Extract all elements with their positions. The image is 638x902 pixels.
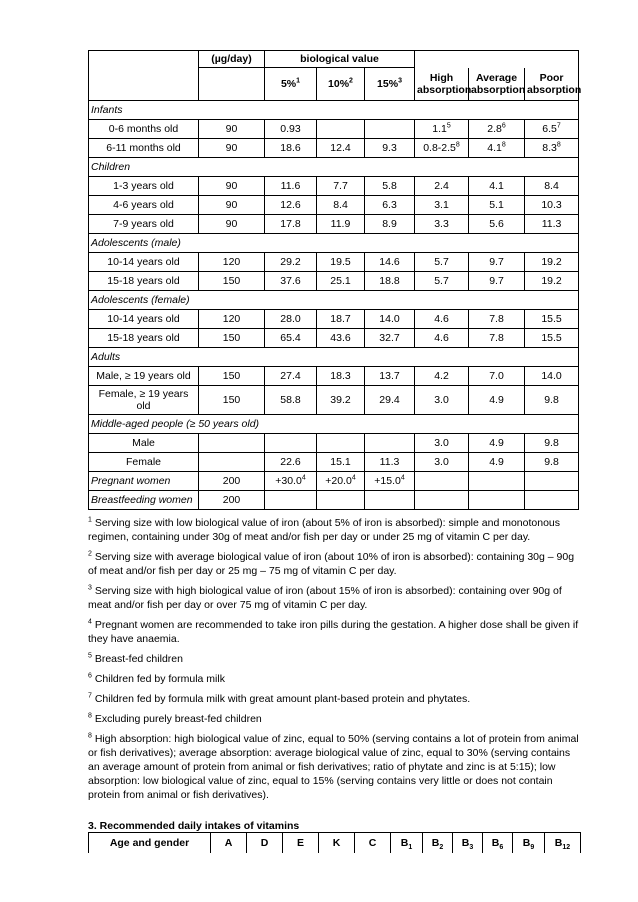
cell-daily-intake: 150 — [199, 272, 265, 291]
cell-high-absorption — [415, 386, 469, 415]
footnote-text: Serving size with low biological value of iron (about 5% of iron is absorbed): simple and monotonous regimen, containing under 30g of meat and/or fish per day or under 25 mg of vitamin C per day. — [88, 517, 560, 543]
cell-value: 8.3 — [542, 142, 557, 154]
row-label: 1-3 years old — [89, 177, 199, 196]
cell-daily-intake: 90 — [199, 139, 265, 158]
table-row — [89, 215, 579, 234]
cell-average-absorption — [469, 177, 525, 196]
cell-biological-value: 5.8 — [365, 177, 415, 196]
cell-footnote-mark: 4 — [301, 474, 306, 482]
vitamin-letter: B — [554, 837, 563, 849]
section-label: Adolescents (male) — [89, 234, 579, 253]
cell-average-absorption — [469, 310, 525, 329]
footnote-text: Children fed by formula milk — [94, 673, 225, 685]
cell-value: +30.0 — [275, 475, 302, 487]
cell-biological-value — [265, 472, 317, 491]
cell-poor-absorption — [525, 253, 579, 272]
header-blank-right — [415, 51, 579, 68]
cell-value: +15.0 — [374, 475, 401, 487]
cell-daily-intake: 150 — [199, 367, 265, 386]
cell-high-absorption — [415, 177, 469, 196]
cell-biological-value: 0.93 — [265, 120, 317, 139]
cell-footnote-mark: 7 — [556, 122, 561, 130]
iron-zinc-intake-table — [88, 50, 582, 510]
cell-value: 4.6 — [434, 313, 449, 325]
table-row — [89, 453, 579, 472]
cell-value: 6.5 — [542, 123, 557, 135]
footnote — [88, 732, 580, 802]
vitamin-letter: B — [522, 837, 531, 849]
cell-value: 5.7 — [434, 256, 449, 268]
vitamin-header-cell — [545, 833, 581, 854]
table-row — [89, 491, 579, 510]
cell-biological-value: 17.8 — [265, 215, 317, 234]
cell-biological-value: 37.6 — [265, 272, 317, 291]
cell-biological-value: 43.6 — [317, 329, 365, 348]
cell-footnote-mark: 4 — [400, 474, 405, 482]
vitamin-letter: B — [461, 837, 470, 849]
cell-footnote-mark: 8 — [455, 141, 460, 149]
cell-value: 9.7 — [489, 256, 504, 268]
footnote-mark: 5 — [88, 652, 92, 660]
cell-poor-absorption — [525, 491, 579, 510]
cell-value: 9.8 — [544, 394, 559, 406]
vitamin-header-cell — [211, 833, 247, 854]
cell-biological-value: 18.8 — [365, 272, 415, 291]
cell-biological-value: 14.0 — [365, 310, 415, 329]
vitamin-header-cell — [453, 833, 483, 854]
cell-value: 4.1 — [487, 142, 502, 154]
vitamin-header-age-gender: Age and gender — [89, 833, 211, 854]
cell-value: 3.0 — [434, 394, 449, 406]
cell-high-absorption — [415, 139, 469, 158]
vitamin-subscript: 2 — [439, 844, 444, 852]
cell-biological-value: 65.4 — [265, 329, 317, 348]
cell-biological-value: 29.4 — [365, 386, 415, 415]
cell-average-absorption — [469, 491, 525, 510]
cell-poor-absorption — [525, 386, 579, 415]
cell-average-absorption — [469, 253, 525, 272]
footnote — [88, 618, 580, 646]
cell-biological-value — [365, 472, 415, 491]
vitamin-intake-table — [88, 832, 581, 853]
cell-biological-value: 58.8 — [265, 386, 317, 415]
row-label: 15-18 years old — [89, 272, 199, 291]
header-blank — [89, 51, 199, 101]
cell-value: 2.8 — [487, 123, 502, 135]
cell-value: 5.7 — [434, 275, 449, 287]
footnote-mark: 6 — [88, 672, 92, 680]
footnote-text: Pregnant women are recommended to take iron pills during the gestation. A higher dose shall be given if they have anaemia. — [88, 619, 579, 645]
cell-average-absorption — [469, 472, 525, 491]
cell-poor-absorption — [525, 310, 579, 329]
cell-biological-value: 18.6 — [265, 139, 317, 158]
footnote — [88, 584, 580, 612]
cell-value: 0.8-2.5 — [423, 142, 456, 154]
cell-high-absorption — [415, 120, 469, 139]
row-label: Female, ≥ 19 years old — [89, 386, 199, 415]
cell-high-absorption — [415, 491, 469, 510]
row-label: 15-18 years old — [89, 329, 199, 348]
vitamin-header-cell — [423, 833, 453, 854]
cell-biological-value: 39.2 — [317, 386, 365, 415]
vitamin-header-cell — [319, 833, 355, 854]
cell-high-absorption — [415, 215, 469, 234]
cell-biological-value: 32.7 — [365, 329, 415, 348]
table-row — [89, 272, 579, 291]
cell-footnote-mark: 6 — [501, 122, 506, 130]
cell-value: 1.1 — [432, 123, 447, 135]
cell-biological-value — [265, 434, 317, 453]
cell-average-absorption — [469, 272, 525, 291]
section-row — [89, 158, 579, 177]
vitamin-header-cell — [283, 833, 319, 854]
cell-value: 15.5 — [541, 332, 562, 344]
table-row — [89, 329, 579, 348]
cell-value: 3.0 — [434, 437, 449, 449]
footnote-text: High absorption: high biological value of zinc, equal to 50% (serving contains a lot of protein from animal or fish derivatives); average absorption: average biological value of zinc, equal to 30% (serving contains an average amount of protein from animal or fish derivatives; ratio of phytate and zinc is at 5:15); low absorption: low biological value of zinc, equal to 15% (serving contains very little or does not contain protein from animal or fish derivatives). — [88, 733, 579, 801]
cell-high-absorption — [415, 329, 469, 348]
cell-average-absorption — [469, 367, 525, 386]
cell-poor-absorption — [525, 472, 579, 491]
footnote — [88, 712, 580, 726]
row-label: 4-6 years old — [89, 196, 199, 215]
cell-high-absorption — [415, 434, 469, 453]
table-row — [89, 196, 579, 215]
footnote-text: Excluding purely breast-fed children — [94, 713, 262, 725]
cell-value: 9.7 — [489, 275, 504, 287]
cell-high-absorption — [415, 196, 469, 215]
section-label: Middle-aged people (≥ 50 years old) — [89, 415, 579, 434]
footnote-mark: 2 — [88, 550, 92, 558]
vitamin-letter: E — [296, 837, 304, 849]
footnote-mark: 7 — [88, 692, 92, 700]
table-row — [89, 386, 579, 415]
cell-value: 5.6 — [489, 218, 504, 230]
footnote — [88, 550, 580, 578]
header-10pct: 10%$^2$ — [317, 68, 365, 101]
cell-high-absorption — [415, 367, 469, 386]
footnote-text: Children fed by formula milk with great amount plant-based protein and phytates. — [94, 693, 471, 705]
cell-biological-value: 6.3 — [365, 196, 415, 215]
cell-average-absorption — [469, 215, 525, 234]
cell-poor-absorption — [525, 215, 579, 234]
footnote-text: Serving size with average biological value of iron (about 10% of iron is absorbed): containing 30g – 90g of meat and/or fish per day or 25 mg – 75 mg of vitamin C per day. — [88, 551, 575, 577]
cell-daily-intake: 90 — [199, 196, 265, 215]
cell-biological-value — [365, 434, 415, 453]
footnote — [88, 652, 580, 666]
cell-poor-absorption — [525, 272, 579, 291]
table-row — [89, 472, 579, 491]
cell-biological-value: 12.4 — [317, 139, 365, 158]
cell-value: 4.9 — [489, 456, 504, 468]
section-row — [89, 234, 579, 253]
cell-value: 4.6 — [434, 332, 449, 344]
cell-value: 2.4 — [434, 180, 449, 192]
cell-poor-absorption — [525, 139, 579, 158]
cell-daily-intake: 90 — [199, 120, 265, 139]
cell-poor-absorption — [525, 120, 579, 139]
cell-average-absorption — [469, 329, 525, 348]
cell-biological-value: 11.3 — [365, 453, 415, 472]
row-label: 6-11 months old — [89, 139, 199, 158]
section-heading: 3. Recommended daily intakes of vitamins — [88, 820, 300, 832]
cell-average-absorption — [469, 434, 525, 453]
vitamin-letter: K — [332, 837, 341, 849]
cell-value: 11.3 — [541, 218, 562, 230]
footnote-text: Breast-fed children — [94, 653, 183, 665]
cell-biological-value: 14.6 — [365, 253, 415, 272]
header-unit: (µg/day) — [199, 51, 265, 68]
vitamin-letter: B — [431, 837, 440, 849]
cell-biological-value: 8.9 — [365, 215, 415, 234]
vitamin-subscript: 3 — [469, 844, 474, 852]
cell-biological-value: 27.4 — [265, 367, 317, 386]
cell-value: 4.1 — [489, 180, 504, 192]
cell-biological-value: 8.4 — [317, 196, 365, 215]
footnote-mark: 8 — [88, 732, 92, 740]
header-5pct: 5%$^1$ — [265, 68, 317, 101]
cell-biological-value — [317, 434, 365, 453]
cell-footnote-mark: 5 — [446, 122, 451, 130]
header-unit-blank — [199, 68, 265, 101]
cell-value: 3.1 — [434, 199, 449, 211]
cell-daily-intake: 90 — [199, 215, 265, 234]
cell-value: +20.0 — [325, 475, 352, 487]
vitamin-subscript: 12 — [562, 844, 571, 852]
cell-value: 15.5 — [541, 313, 562, 325]
cell-value: 4.9 — [489, 394, 504, 406]
cell-biological-value: 18.3 — [317, 367, 365, 386]
section-row — [89, 101, 579, 120]
cell-high-absorption — [415, 310, 469, 329]
cell-average-absorption — [469, 120, 525, 139]
vitamin-header-row — [89, 833, 581, 854]
cell-value: 7.8 — [489, 332, 504, 344]
cell-value: 19.2 — [541, 256, 562, 268]
document-page — [88, 50, 582, 853]
vitamin-letter: C — [368, 837, 377, 849]
cell-daily-intake: 120 — [199, 253, 265, 272]
cell-footnote-mark: 8 — [556, 141, 561, 149]
footnote — [88, 516, 580, 544]
cell-high-absorption — [415, 472, 469, 491]
vitamin-subscript: 1 — [408, 844, 413, 852]
table-row — [89, 253, 579, 272]
table-row — [89, 434, 579, 453]
vitamin-header-cell — [483, 833, 513, 854]
cell-daily-intake: 150 — [199, 386, 265, 415]
row-label: Breastfeeding women — [89, 491, 199, 510]
cell-daily-intake — [199, 453, 265, 472]
footnote-mark: 4 — [88, 618, 92, 626]
cell-value: 7.0 — [489, 370, 504, 382]
cell-biological-value — [317, 491, 365, 510]
cell-daily-intake: 200 — [199, 472, 265, 491]
cell-biological-value: 15.1 — [317, 453, 365, 472]
cell-biological-value — [317, 120, 365, 139]
vitamin-letter: D — [260, 837, 269, 849]
cell-average-absorption — [469, 453, 525, 472]
cell-biological-value — [365, 491, 415, 510]
section-label: Adolescents (female) — [89, 291, 579, 310]
cell-value: 9.8 — [544, 456, 559, 468]
table-row — [89, 139, 579, 158]
cell-biological-value: 22.6 — [265, 453, 317, 472]
cell-high-absorption — [415, 253, 469, 272]
row-label: Male — [89, 434, 199, 453]
cell-value: 5.1 — [489, 199, 504, 211]
cell-poor-absorption — [525, 196, 579, 215]
vitamin-header-cell — [355, 833, 391, 854]
cell-biological-value: 7.7 — [317, 177, 365, 196]
cell-biological-value: 25.1 — [317, 272, 365, 291]
cell-poor-absorption — [525, 367, 579, 386]
footnote — [88, 672, 580, 686]
row-label: 7-9 years old — [89, 215, 199, 234]
footnote-text: Serving size with high biological value of iron (about 15% of iron is absorbed): containing over 90g of meat and/or fish per day or over 75 mg of vitamin C per day. — [88, 585, 562, 611]
footnote — [88, 692, 580, 706]
row-label: 0-6 months old — [89, 120, 199, 139]
footnote-mark: 1 — [88, 516, 92, 524]
cell-biological-value: 18.7 — [317, 310, 365, 329]
section-row — [89, 348, 579, 367]
vitamin-header-cell — [247, 833, 283, 854]
row-label: 10-14 years old — [89, 310, 199, 329]
vitamin-header-cell — [513, 833, 545, 854]
cell-daily-intake: 200 — [199, 491, 265, 510]
cell-daily-intake: 90 — [199, 177, 265, 196]
cell-biological-value: 12.6 — [265, 196, 317, 215]
cell-average-absorption — [469, 386, 525, 415]
vitamin-subscript: 6 — [499, 844, 504, 852]
header-15pct: 15%$^3$ — [365, 68, 415, 101]
table-row — [89, 367, 579, 386]
vitamin-letter: A — [224, 837, 233, 849]
row-label: Male, ≥ 19 years old — [89, 367, 199, 386]
cell-biological-value — [265, 491, 317, 510]
section-label: Adults — [89, 348, 579, 367]
cell-biological-value: 11.6 — [265, 177, 317, 196]
cell-value: 9.8 — [544, 437, 559, 449]
cell-daily-intake — [199, 434, 265, 453]
section-row — [89, 291, 579, 310]
row-label: 10-14 years old — [89, 253, 199, 272]
header-poor-absorption: Poor absorption — [525, 68, 579, 101]
cell-biological-value: 19.5 — [317, 253, 365, 272]
section-label: Children — [89, 158, 579, 177]
cell-biological-value: 13.7 — [365, 367, 415, 386]
cell-biological-value: 28.0 — [265, 310, 317, 329]
cell-value: 7.8 — [489, 313, 504, 325]
row-label: Pregnant women — [89, 472, 199, 491]
header-biological-value: biological value — [265, 51, 415, 68]
cell-high-absorption — [415, 272, 469, 291]
footnotes — [88, 516, 578, 802]
cell-value: 8.4 — [544, 180, 559, 192]
cell-poor-absorption — [525, 177, 579, 196]
cell-poor-absorption — [525, 453, 579, 472]
vitamin-header-cell — [391, 833, 423, 854]
cell-value: 19.2 — [541, 275, 562, 287]
cell-average-absorption — [469, 139, 525, 158]
cell-poor-absorption — [525, 434, 579, 453]
vitamin-letter: B — [491, 837, 500, 849]
cell-value: 4.2 — [434, 370, 449, 382]
cell-value: 14.0 — [541, 370, 562, 382]
vitamin-letter: B — [400, 837, 409, 849]
table-row — [89, 177, 579, 196]
header-average-absorption: Average absorption — [469, 68, 525, 101]
cell-footnote-mark: 8 — [501, 141, 506, 149]
cell-value: 10.3 — [541, 199, 562, 211]
cell-daily-intake: 150 — [199, 329, 265, 348]
cell-daily-intake: 120 — [199, 310, 265, 329]
cell-biological-value — [317, 472, 365, 491]
footnote-mark: 8 — [88, 712, 92, 720]
cell-biological-value: 9.3 — [365, 139, 415, 158]
cell-biological-value: 29.2 — [265, 253, 317, 272]
row-label: Female — [89, 453, 199, 472]
cell-average-absorption — [469, 196, 525, 215]
table-row — [89, 120, 579, 139]
cell-biological-value: 11.9 — [317, 215, 365, 234]
cell-value: 3.0 — [434, 456, 449, 468]
section-label: Infants — [89, 101, 579, 120]
header-high-absorption: High absorption — [415, 68, 469, 101]
table-row — [89, 310, 579, 329]
cell-value: 4.9 — [489, 437, 504, 449]
cell-high-absorption — [415, 453, 469, 472]
vitamin-subscript: 9 — [530, 844, 535, 852]
section-row — [89, 415, 579, 434]
footnote-mark: 3 — [88, 584, 92, 592]
cell-poor-absorption — [525, 329, 579, 348]
cell-biological-value — [365, 120, 415, 139]
cell-value: 3.3 — [434, 218, 449, 230]
cell-footnote-mark: 4 — [351, 474, 356, 482]
